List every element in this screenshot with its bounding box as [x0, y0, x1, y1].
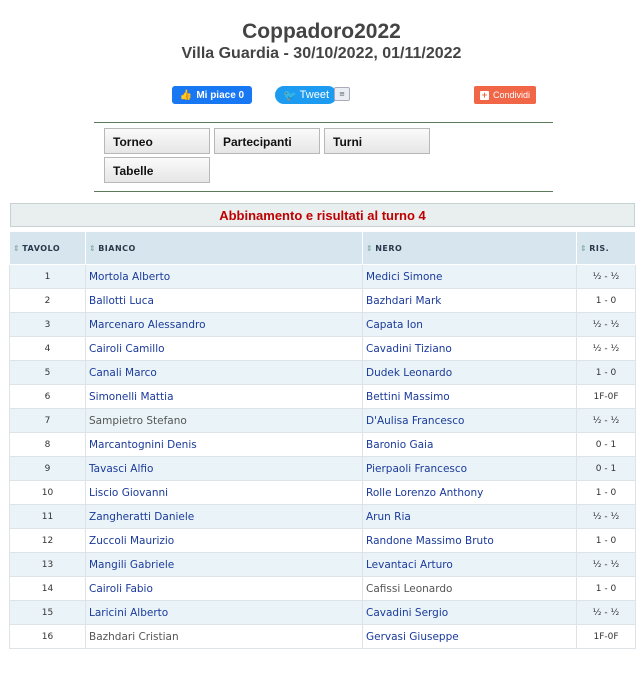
- black-player[interactable]: Dudek Leonardo: [363, 361, 577, 385]
- table-row: [10, 625, 636, 649]
- facebook-like-button[interactable]: [172, 86, 252, 104]
- white-player[interactable]: Mortola Alberto: [86, 265, 363, 289]
- white-player[interactable]: Simonelli Mattia: [86, 385, 363, 409]
- black-player[interactable]: Pierpaoli Francesco: [363, 457, 577, 481]
- black-player[interactable]: Cavadini Tiziano: [363, 337, 577, 361]
- sort-icon: ⇕: [13, 243, 21, 253]
- result: 1 - 0: [577, 577, 636, 601]
- table-row: [10, 505, 636, 529]
- table-row: [10, 385, 636, 409]
- result: 1F-0F: [577, 385, 636, 409]
- white-player[interactable]: Marcantognini Denis: [86, 433, 363, 457]
- board-number: 7: [10, 409, 86, 433]
- tweet-label: Tweet: [299, 89, 330, 101]
- result: ½ - ½: [577, 337, 636, 361]
- black-player[interactable]: Medici Simone: [363, 265, 577, 289]
- table-row: [10, 313, 636, 337]
- board-number: 11: [10, 505, 86, 529]
- tab-turni[interactable]: Turni: [324, 128, 430, 154]
- table-row: [10, 457, 636, 481]
- board-number: 4: [10, 337, 86, 361]
- result: 1 - 0: [577, 361, 636, 385]
- board-number: 2: [10, 289, 86, 313]
- black-player[interactable]: Randone Massimo Bruto: [363, 529, 577, 553]
- column-header-result[interactable]: ⇕ RIS.: [577, 232, 636, 265]
- table-row: [10, 265, 636, 289]
- table-row: [10, 553, 636, 577]
- white-player[interactable]: Canali Marco: [86, 361, 363, 385]
- thumbs-up-icon: 👍: [179, 89, 193, 101]
- board-number: 16: [10, 625, 86, 649]
- table-row: [10, 337, 636, 361]
- black-player[interactable]: Capata Ion: [363, 313, 577, 337]
- black-player[interactable]: Levantaci Arturo: [363, 553, 577, 577]
- black-player[interactable]: Rolle Lorenzo Anthony: [363, 481, 577, 505]
- board-number: 15: [10, 601, 86, 625]
- white-player[interactable]: Liscio Giovanni: [86, 481, 363, 505]
- tab-tabelle[interactable]: Tabelle: [104, 157, 210, 183]
- table-row: [10, 577, 636, 601]
- result: 1 - 0: [577, 481, 636, 505]
- white-player[interactable]: Cairoli Camillo: [86, 337, 363, 361]
- white-player[interactable]: Tavasci Alfio: [86, 457, 363, 481]
- page-title: Coppadoro2022: [242, 20, 401, 43]
- round-title: Abbinamento e risultati al turno 4: [10, 203, 635, 227]
- result: 1 - 0: [577, 529, 636, 553]
- board-number: 14: [10, 577, 86, 601]
- tweet-count-icon: ≡: [334, 87, 350, 101]
- column-header-black[interactable]: ⇕ NERO: [363, 232, 577, 265]
- board-number: 8: [10, 433, 86, 457]
- table-row: [10, 289, 636, 313]
- result: 1F-0F: [577, 625, 636, 649]
- result: ½ - ½: [577, 409, 636, 433]
- result: ½ - ½: [577, 601, 636, 625]
- share-button[interactable]: [474, 86, 536, 104]
- board-number: 13: [10, 553, 86, 577]
- board-number: 9: [10, 457, 86, 481]
- plus-icon: +: [481, 89, 488, 100]
- result: 0 - 1: [577, 457, 636, 481]
- result: ½ - ½: [577, 313, 636, 337]
- black-player[interactable]: Gervasi Giuseppe: [363, 625, 577, 649]
- white-player: Bazhdari Cristian: [86, 625, 363, 649]
- tab-torneo[interactable]: Torneo: [104, 128, 210, 154]
- divider-top: [94, 122, 553, 123]
- divider-bottom: [94, 191, 553, 192]
- white-player: Sampietro Stefano: [86, 409, 363, 433]
- table-row: [10, 481, 636, 505]
- board-number: 12: [10, 529, 86, 553]
- share-label: Condividi: [492, 90, 531, 100]
- board-number: 6: [10, 385, 86, 409]
- black-player[interactable]: Arun Ria: [363, 505, 577, 529]
- black-player: Cafissi Leonardo: [363, 577, 577, 601]
- black-player[interactable]: Cavadini Sergio: [363, 601, 577, 625]
- page-subtitle: Villa Guardia - 30/10/2022, 01/11/2022: [181, 45, 462, 62]
- black-player[interactable]: Bettini Massimo: [363, 385, 577, 409]
- result: ½ - ½: [577, 265, 636, 289]
- pairings-body: [10, 265, 636, 649]
- black-player[interactable]: Baronio Gaia: [363, 433, 577, 457]
- twitter-bird-icon: 🐦: [282, 89, 297, 102]
- board-number: 5: [10, 361, 86, 385]
- column-header-board[interactable]: ⇕ TAVOLO: [10, 232, 86, 265]
- table-row: [10, 529, 636, 553]
- white-player[interactable]: Cairoli Fabio: [86, 577, 363, 601]
- board-number: 3: [10, 313, 86, 337]
- white-player[interactable]: Ballotti Luca: [86, 289, 363, 313]
- facebook-like-label: Mi piace 0: [196, 89, 245, 101]
- result: 1 - 0: [577, 289, 636, 313]
- pairings-table: [9, 231, 636, 649]
- result: 0 - 1: [577, 433, 636, 457]
- sort-icon: ⇕: [366, 243, 374, 253]
- black-player[interactable]: D'Aulisa Francesco: [363, 409, 577, 433]
- white-player[interactable]: Zangheratti Daniele: [86, 505, 363, 529]
- white-player[interactable]: Laricini Alberto: [86, 601, 363, 625]
- white-player[interactable]: Zuccoli Maurizio: [86, 529, 363, 553]
- sort-icon: ⇕: [89, 243, 97, 253]
- result: ½ - ½: [577, 553, 636, 577]
- white-player[interactable]: Marcenaro Alessandro: [86, 313, 363, 337]
- table-row: [10, 601, 636, 625]
- table-row: [10, 361, 636, 385]
- white-player[interactable]: Mangili Gabriele: [86, 553, 363, 577]
- board-number: 1: [10, 265, 86, 289]
- sort-icon: ⇕: [580, 243, 588, 253]
- tab-partecipanti[interactable]: Partecipanti: [214, 128, 320, 154]
- table-row: [10, 433, 636, 457]
- black-player[interactable]: Bazhdari Mark: [363, 289, 577, 313]
- board-number: 10: [10, 481, 86, 505]
- column-header-white[interactable]: ⇕ BIANCO: [86, 232, 363, 265]
- result: ½ - ½: [577, 505, 636, 529]
- tweet-button[interactable]: [275, 86, 337, 104]
- table-row: [10, 409, 636, 433]
